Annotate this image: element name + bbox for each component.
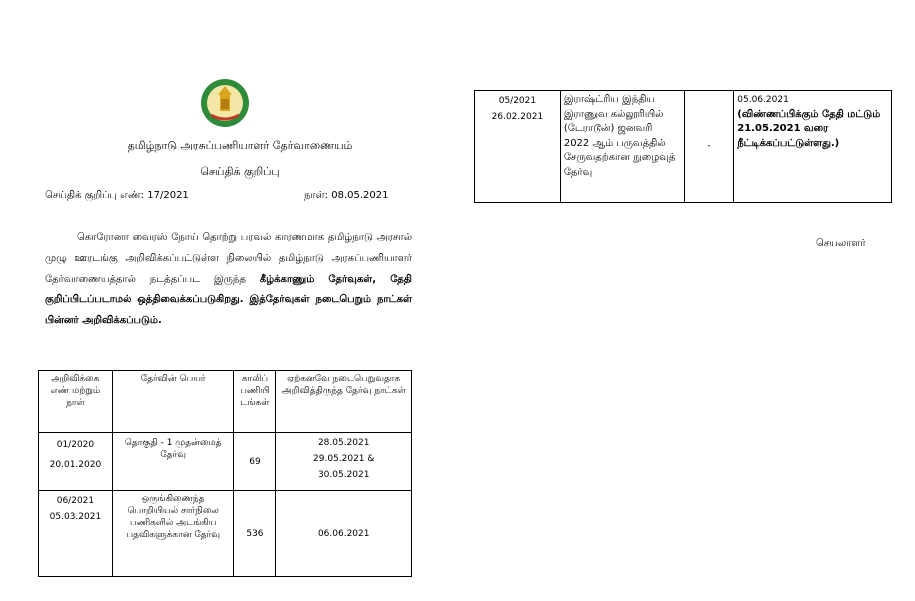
date-value: 08.05.2021 [331, 190, 389, 201]
header-vacancies: காலிப் பணியி டங்கள் [234, 371, 276, 433]
signature-secretary: செயலாளர் [816, 238, 866, 249]
header-exam-name: தேர்வின் பெயர் [112, 371, 234, 433]
exam-dates-cell [734, 91, 892, 203]
notification-number: 06/2021 [56, 496, 95, 506]
document-subject: செய்திக் குறிப்பு [200, 165, 280, 178]
exam-date: 29.05.2021 & [313, 454, 375, 464]
notification-number: 01/2020 [56, 440, 95, 450]
table-row [39, 491, 412, 577]
press-note-number [45, 190, 189, 202]
exam-name: ஒருங்கிணைந்த பொறியியல் சார்நிலை பணிகளில் அடங்கிய பதவிகளுக்கான தேர்வு [112, 491, 234, 577]
notification-date: 26.02.2021 [491, 112, 544, 122]
notification-number: 05/2021 [498, 96, 537, 106]
vacancies: 69 [234, 433, 276, 491]
header-notification: அறிவிக்கை எண் மற்றும் நாள் [39, 371, 113, 433]
tnpsc-emblem-icon [199, 77, 251, 129]
notification-date: 05.03.2021 [49, 512, 102, 522]
exam-date: 06.06.2021 [276, 491, 412, 577]
postponed-exams-table [38, 370, 412, 577]
press-note-label: செய்திக் குறிப்பு எண்: [45, 190, 145, 201]
exam-name: இராஷ்ட்ரிய இந்திய இராணுவ கல்லூரியில் (டேராடூன்) ஜனவரி 2022 ஆம் பருவத்தில் சேருவதற்கான நுழைவுத் தேர்வு [560, 91, 684, 203]
date-label: நாள்: [304, 190, 329, 201]
postponed-exams-table-continued [474, 90, 892, 203]
table-row [475, 91, 892, 203]
announcement-paragraph [45, 228, 412, 332]
table-row [39, 433, 412, 491]
exam-name: தொகுதி - 1 முதன்மைத் தேர்வு [112, 433, 234, 491]
notification-cell [39, 491, 113, 577]
press-note-value: 17/2021 [147, 190, 189, 201]
organization-name: தமிழ்நாடு அரசுப்பணியாளர் தேர்வாணையம் [127, 139, 353, 152]
exam-date: 30.05.2021 [317, 470, 370, 480]
notification-cell [39, 433, 113, 491]
exam-dates-cell [276, 433, 412, 491]
header-exam-dates: ஏற்கனவே நடைபெறுவதாக அறிவித்திருந்த தேர்வு நாட்கள் [276, 371, 412, 433]
press-note-date [304, 190, 389, 202]
paragraph-bold-text: கீழ்க்காணும் தேர்வுகள், தேதி குறிப்பிடப்படாமல் ஒத்திவைக்கப்படுகிறது. இத்தேர்வுகள் நடைபெறும் நாட்கள் பின்னர் அறிவிக்கப்படும். [45, 273, 413, 327]
vacancies: 536 [234, 491, 276, 577]
vacancies: - [684, 91, 734, 203]
notification-date: 20.01.2020 [49, 460, 102, 470]
exam-date: 05.06.2021 [737, 95, 789, 105]
notification-cell [475, 91, 561, 203]
extension-note: (விண்ணப்பிக்கும் தேதி மட்டும் 21.05.2021 வரை நீட்டிக்கப்பட்டுள்ளது.) [737, 108, 881, 149]
table-header-row [39, 371, 412, 433]
paragraph-text: கொரோனா வைரஸ் நோய் தொற்று பரவல் காரணமாக தமிழ்நாடு அரசால் முழு ஊரடங்கு அறிவிக்கப்பட்டுள்ள நிலையில் தமிழ்நாடு அரசுப்பணியாளர் தேர்வாணையத்தால் நடத்தப்பட இருந்த [45, 232, 412, 285]
exam-date: 28.05.2021 [317, 438, 370, 448]
